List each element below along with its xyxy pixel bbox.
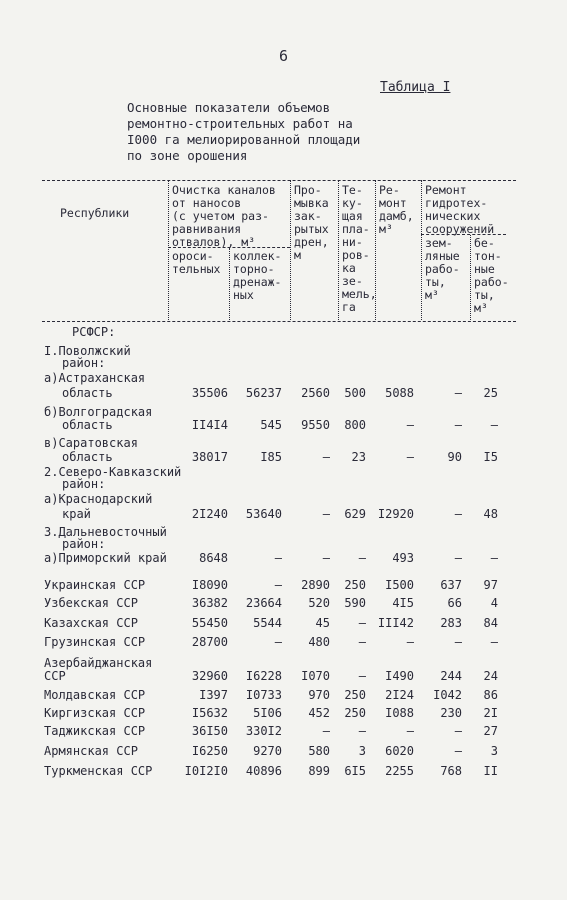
row-value: III42	[377, 616, 414, 630]
row-value: I6250	[191, 744, 228, 758]
row-value: 32960	[191, 669, 228, 683]
header-irrigating: ороси- тельных	[172, 249, 221, 276]
row-value: 45	[315, 616, 330, 630]
row-value: 40896	[245, 764, 282, 778]
row-value: I8090	[191, 578, 228, 592]
row-value: –	[490, 551, 498, 565]
row-value: I0I2I0	[184, 764, 228, 778]
row-value: –	[406, 450, 414, 464]
row-value: 84	[483, 616, 498, 630]
row-value: I5	[483, 450, 498, 464]
row-value: 2I240	[191, 507, 228, 521]
row-value: 55450	[191, 616, 228, 630]
row-value: 35506	[191, 386, 228, 400]
header-canal-cleaning: Очистка каналов от наносов (с учетом раз- равнивания отвалов), м³	[172, 183, 276, 249]
table-row	[0, 635, 567, 651]
table-row	[0, 596, 567, 612]
table-row	[0, 551, 567, 567]
table-row	[0, 325, 567, 341]
row-value: –	[274, 635, 282, 649]
row-value: –	[406, 635, 414, 649]
row-value: 244	[440, 669, 462, 683]
row-value: –	[406, 418, 414, 432]
table-caption	[127, 100, 387, 164]
row-value: 5I06	[253, 706, 282, 720]
row-label: а)Краснодарский	[44, 492, 153, 506]
row-value: 38017	[191, 450, 228, 464]
row-value: 23	[351, 450, 366, 464]
header-dam-repair: Ре- монт дамб, м³	[379, 183, 414, 236]
row-value: I088	[385, 706, 414, 720]
row-label: б)Волгоградская	[44, 405, 153, 419]
row-label: Молдавская ССР	[44, 688, 146, 702]
table-row	[0, 371, 567, 387]
row-value: 970	[308, 688, 330, 702]
row-value: 629	[344, 507, 366, 521]
table-row	[0, 744, 567, 760]
row-value: I2920	[377, 507, 414, 521]
row-value: 9550	[301, 418, 330, 432]
row-value: –	[454, 386, 462, 400]
header-hydro-repair: Ремонт гидротех- нических сооружений	[425, 183, 495, 236]
header-collector: коллек- торно- дренаж- ных	[233, 249, 282, 302]
header-republics: Республики	[60, 206, 130, 220]
row-value: 48	[483, 507, 498, 521]
caption-line: I000 га мелиорированной площади	[127, 132, 361, 147]
row-value: 2255	[385, 764, 414, 778]
row-value: 520	[308, 596, 330, 610]
row-value: 28700	[191, 635, 228, 649]
column-divider	[290, 180, 291, 320]
row-label: Киргизская ССР	[44, 706, 146, 720]
row-label: 2.Северо-Кавказский	[44, 465, 182, 479]
row-value: –	[358, 724, 366, 738]
row-value: –	[322, 724, 330, 738]
row-label: Украинская ССР	[44, 578, 146, 592]
row-value: 8648	[199, 551, 228, 565]
table-row	[0, 669, 567, 685]
row-value: 97	[483, 578, 498, 592]
row-value: 452	[308, 706, 330, 720]
row-label: I.Поволжский	[44, 344, 131, 358]
table-row	[0, 616, 567, 632]
row-label: а)Астраханская	[44, 371, 146, 385]
table-row	[0, 578, 567, 594]
row-value: 2890	[301, 578, 330, 592]
subcolumn-divider	[470, 235, 471, 320]
row-label: РСФСР:	[72, 325, 116, 339]
row-value: 6I5	[344, 764, 366, 778]
row-value: –	[274, 578, 282, 592]
row-value: 637	[440, 578, 462, 592]
row-label: район:	[62, 356, 106, 370]
row-value: –	[454, 507, 462, 521]
row-value: I500	[385, 578, 414, 592]
row-label: Туркменская ССР	[44, 764, 153, 778]
row-value: 56237	[245, 386, 282, 400]
row-value: 500	[344, 386, 366, 400]
row-label: край	[62, 507, 91, 521]
row-value: 53640	[245, 507, 282, 521]
column-divider	[421, 180, 422, 320]
row-value: –	[454, 635, 462, 649]
row-value: –	[490, 418, 498, 432]
row-value: 580	[308, 744, 330, 758]
table-row	[0, 356, 567, 372]
row-value: –	[490, 635, 498, 649]
table-label: Таблица I	[380, 80, 451, 95]
row-value: –	[454, 418, 462, 432]
row-value: II	[483, 764, 498, 778]
row-value: I070	[301, 669, 330, 683]
row-value: I490	[385, 669, 414, 683]
row-value: 250	[344, 688, 366, 702]
row-value: –	[358, 551, 366, 565]
row-value: 4	[490, 596, 498, 610]
row-label: район:	[62, 477, 106, 491]
row-value: 9270	[253, 744, 282, 758]
table-row	[0, 688, 567, 704]
row-label: Грузинская ССР	[44, 635, 146, 649]
row-value: –	[322, 507, 330, 521]
row-value: 768	[440, 764, 462, 778]
row-value: I042	[433, 688, 462, 702]
row-value: 3	[358, 744, 366, 758]
row-value: 493	[392, 551, 414, 565]
row-value: 6020	[385, 744, 414, 758]
table-row	[0, 450, 567, 466]
table-row	[0, 477, 567, 493]
caption-line: Основные показатели объемов	[127, 100, 331, 115]
row-value: I397	[199, 688, 228, 702]
row-value: –	[454, 744, 462, 758]
row-value: –	[454, 551, 462, 565]
row-value: 86	[483, 688, 498, 702]
row-value: II4I4	[191, 418, 228, 432]
row-value: 4I5	[392, 596, 414, 610]
row-value: 3	[490, 744, 498, 758]
row-value: –	[358, 669, 366, 683]
row-value: I5632	[191, 706, 228, 720]
row-value: 36382	[191, 596, 228, 610]
row-value: –	[454, 724, 462, 738]
row-value: 545	[260, 418, 282, 432]
table-row	[0, 492, 567, 508]
row-value: –	[358, 635, 366, 649]
row-value: 590	[344, 596, 366, 610]
row-value: 66	[447, 596, 462, 610]
row-value: 27	[483, 724, 498, 738]
caption-line: по зоне орошения	[127, 148, 248, 163]
page-number: 6	[278, 47, 289, 65]
row-value: 36I50	[191, 724, 228, 738]
row-label: а)Приморский край	[44, 551, 167, 565]
row-value: 23664	[245, 596, 282, 610]
row-value: 2I	[483, 706, 498, 720]
row-value: 230	[440, 706, 462, 720]
row-value: I0733	[245, 688, 282, 702]
row-label: Азербайджанская	[44, 656, 153, 670]
row-value: –	[322, 551, 330, 565]
table-row	[0, 507, 567, 523]
row-label: Казахская ССР	[44, 616, 138, 630]
row-value: 330I2	[245, 724, 282, 738]
column-divider	[338, 180, 339, 320]
row-value: 5544	[253, 616, 282, 630]
row-label: область	[62, 386, 113, 400]
column-divider	[168, 180, 169, 320]
row-value: 899	[308, 764, 330, 778]
row-label: район:	[62, 537, 106, 551]
table-row	[0, 386, 567, 402]
row-label: ССР	[44, 669, 66, 683]
table-row	[0, 724, 567, 740]
row-value: –	[322, 450, 330, 464]
header-planning: Те- ку- щая пла- ни- ров- ка зе- мель, га	[342, 183, 377, 314]
row-value: 2I24	[385, 688, 414, 702]
row-label: 3.Дальневосточный	[44, 525, 167, 539]
row-value: 250	[344, 578, 366, 592]
table-row	[0, 764, 567, 780]
row-label: Узбекская ССР	[44, 596, 138, 610]
row-value: 90	[447, 450, 462, 464]
row-value: 250	[344, 706, 366, 720]
row-value: 480	[308, 635, 330, 649]
row-value: 800	[344, 418, 366, 432]
row-value: 2560	[301, 386, 330, 400]
row-value: 25	[483, 386, 498, 400]
row-label: Армянская ССР	[44, 744, 138, 758]
row-value: 5088	[385, 386, 414, 400]
caption-line: ремонтно-строительных работ на	[127, 116, 353, 131]
row-label: Таджикская ССР	[44, 724, 146, 738]
row-value: –	[406, 724, 414, 738]
row-label: область	[62, 450, 113, 464]
row-label: в)Саратовская	[44, 436, 138, 450]
row-value: 24	[483, 669, 498, 683]
row-value: –	[274, 551, 282, 565]
table-row	[0, 418, 567, 434]
row-value: 283	[440, 616, 462, 630]
row-value: –	[358, 616, 366, 630]
header-flushing: Про- мывка зак- рытых дрен, м	[294, 183, 329, 262]
table-row	[0, 706, 567, 722]
header-concrete-works: бе- тон- ные рабо- ты, м³	[474, 236, 509, 315]
subcolumn-divider	[229, 248, 230, 320]
row-value: I6228	[245, 669, 282, 683]
header-earth-works: зем- ляные рабо- ты, м³	[425, 236, 460, 302]
row-value: I85	[260, 450, 282, 464]
row-label: область	[62, 418, 113, 432]
